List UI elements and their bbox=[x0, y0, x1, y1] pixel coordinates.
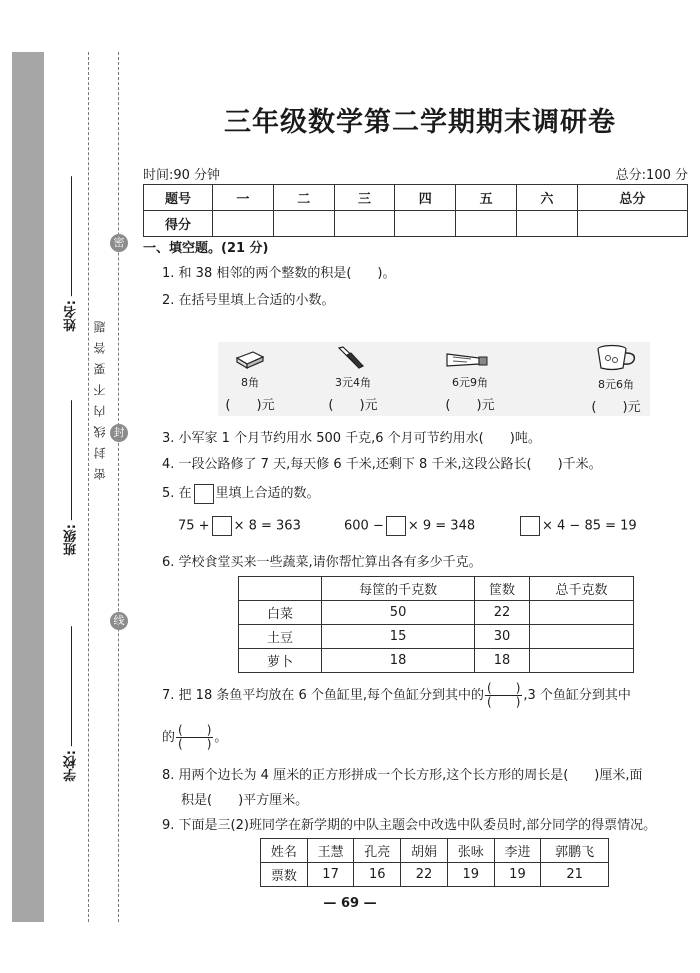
score-cell[interactable] bbox=[456, 211, 517, 237]
price-item bbox=[318, 346, 388, 413]
table-cell: 孔亮 bbox=[354, 839, 401, 863]
question-7-text: ,3 个鱼缸分到其中 bbox=[523, 688, 631, 703]
answer-cell[interactable] bbox=[529, 625, 633, 649]
table-cell: 15 bbox=[322, 625, 475, 649]
question-8-cont: 积是( )平方厘米。 bbox=[181, 793, 309, 808]
fraction-denominator: ( ) bbox=[487, 695, 521, 709]
score-cell[interactable] bbox=[334, 211, 395, 237]
score-header-cell: 六 bbox=[516, 185, 577, 211]
exam-time: 时间:90 分钟 bbox=[143, 168, 221, 183]
score-header-cell: 三 bbox=[334, 185, 395, 211]
answer-blank[interactable]: ( )元 bbox=[225, 398, 275, 413]
fraction-denominator: ( ) bbox=[178, 737, 212, 751]
question-5-prefix: 5. 在 bbox=[162, 486, 192, 501]
equation-part: × 8 = 363 bbox=[233, 518, 301, 534]
table-header-cell: 姓名 bbox=[261, 839, 308, 863]
table-cell: 19 bbox=[494, 863, 541, 887]
answer-cell[interactable] bbox=[529, 649, 633, 673]
question-7-text: 的 bbox=[162, 730, 176, 745]
price-label: 6元9角 bbox=[452, 376, 488, 389]
score-header-cell: 题号 bbox=[144, 185, 213, 211]
vegetable-table bbox=[238, 576, 634, 673]
table-cell: 17 bbox=[307, 863, 354, 887]
table-cell: 张咏 bbox=[447, 839, 494, 863]
equation-part: 75 + bbox=[178, 518, 210, 534]
class-field[interactable] bbox=[62, 400, 81, 555]
name-label: 姓名: bbox=[64, 300, 79, 332]
vote-table bbox=[260, 838, 609, 887]
page-number: — 69 — bbox=[323, 896, 377, 911]
score-cell[interactable] bbox=[213, 211, 274, 237]
exam-total: 总分:100 分 bbox=[615, 168, 688, 183]
score-cell[interactable] bbox=[273, 211, 334, 237]
fraction-numerator: ( ) bbox=[178, 723, 212, 737]
table-row bbox=[261, 839, 609, 863]
answer-blank[interactable]: ( )元 bbox=[591, 400, 641, 415]
score-header-cell: 四 bbox=[395, 185, 456, 211]
name-field[interactable] bbox=[62, 176, 81, 331]
eraser-icon bbox=[233, 348, 267, 370]
equation-3 bbox=[518, 516, 637, 536]
cup-icon bbox=[594, 344, 638, 372]
question-6: 6. 学校食堂买来一些蔬菜,请你帮忙算出各有多少千克。 bbox=[162, 555, 482, 570]
price-label: 8元6角 bbox=[598, 378, 634, 391]
seal-mark: 线 bbox=[110, 612, 128, 630]
question-7-text: 。 bbox=[214, 730, 228, 745]
equation-part: 600 − bbox=[344, 518, 384, 534]
table-cell: 郭鹏飞 bbox=[541, 839, 609, 863]
seal-mark: 密 bbox=[110, 234, 128, 252]
score-row bbox=[144, 211, 688, 237]
score-header-row bbox=[144, 185, 688, 211]
fraction-blank[interactable] bbox=[485, 682, 522, 709]
equation-part: × 4 − 85 = 19 bbox=[542, 518, 637, 534]
table-cell: 18 bbox=[475, 649, 530, 673]
question-7 bbox=[162, 682, 631, 709]
fraction-numerator: ( ) bbox=[487, 681, 521, 695]
table-header-cell: 每筐的千克数 bbox=[322, 577, 475, 601]
score-row-label: 得分 bbox=[144, 211, 213, 237]
table-row bbox=[239, 649, 634, 673]
score-cell[interactable] bbox=[395, 211, 456, 237]
page-title: 三年级数学第二学期期末调研卷 bbox=[224, 107, 616, 138]
table-cell: 王慧 bbox=[307, 839, 354, 863]
score-header-cell: 五 bbox=[456, 185, 517, 211]
answer-box[interactable] bbox=[386, 516, 406, 536]
answer-box[interactable] bbox=[212, 516, 232, 536]
question-5 bbox=[162, 482, 320, 504]
seal-warning-text: 密封线内不要答题 bbox=[93, 312, 107, 480]
seal-mark: 封 bbox=[110, 424, 128, 442]
table-cell: 22 bbox=[401, 863, 448, 887]
equation-part: × 9 = 348 bbox=[407, 518, 476, 534]
binding-gutter bbox=[12, 52, 44, 922]
table-cell: 16 bbox=[354, 863, 401, 887]
fraction-blank[interactable] bbox=[176, 724, 213, 751]
table-header-cell: 票数 bbox=[261, 863, 308, 887]
binding-dashed-line bbox=[88, 52, 89, 922]
table-cell: 萝卜 bbox=[239, 649, 322, 673]
table-cell: 胡娟 bbox=[401, 839, 448, 863]
equation-1 bbox=[178, 516, 301, 536]
question-8: 8. 用两个边长为 4 厘米的正方形拼成一个长方形,这个长方形的周长是( )厘米,面 bbox=[162, 768, 643, 783]
school-label: 学校: bbox=[64, 750, 79, 782]
table-cell: 李进 bbox=[494, 839, 541, 863]
table-cell: 22 bbox=[475, 601, 530, 625]
table-cell: 21 bbox=[541, 863, 609, 887]
binding-dashed-line bbox=[118, 52, 119, 922]
table-cell: 19 bbox=[447, 863, 494, 887]
section-title: 一、填空题。(21 分) bbox=[143, 241, 269, 256]
price-item bbox=[584, 344, 648, 415]
table-row bbox=[261, 863, 609, 887]
score-cell[interactable] bbox=[577, 211, 687, 237]
answer-blank[interactable]: ( )元 bbox=[328, 398, 378, 413]
toothpaste-icon bbox=[445, 348, 495, 370]
answer-box[interactable] bbox=[520, 516, 540, 536]
price-item bbox=[432, 348, 508, 413]
table-cell: 30 bbox=[475, 625, 530, 649]
table-cell: 土豆 bbox=[239, 625, 322, 649]
question-1: 1. 和 38 相邻的两个整数的积是( )。 bbox=[162, 266, 396, 281]
answer-cell[interactable] bbox=[529, 601, 633, 625]
table-cell: 18 bbox=[322, 649, 475, 673]
table-header-cell: 总千克数 bbox=[529, 577, 633, 601]
price-label: 8角 bbox=[241, 376, 259, 389]
class-label: 班级: bbox=[64, 524, 79, 556]
price-pictures bbox=[218, 342, 650, 416]
price-item bbox=[220, 348, 280, 413]
table-header-row bbox=[239, 577, 634, 601]
table-row bbox=[239, 601, 634, 625]
utility-knife-icon bbox=[333, 346, 373, 370]
question-3: 3. 小军家 1 个月节约用水 500 千克,6 个月可节约用水( )吨。 bbox=[162, 431, 541, 446]
score-header-cell: 二 bbox=[273, 185, 334, 211]
question-4: 4. 一段公路修了 7 天,每天修 6 千米,还剩下 8 千米,这段公路长( )千米。 bbox=[162, 457, 602, 472]
question-2: 2. 在括号里填上合适的小数。 bbox=[162, 293, 335, 308]
question-9: 9. 下面是三(2)班同学在新学期的中队主题会中改选中队委员时,部分同学的得票情况。 bbox=[162, 818, 657, 833]
score-header-cell: 一 bbox=[213, 185, 274, 211]
table-header-cell: 筐数 bbox=[475, 577, 530, 601]
question-5-suffix: 里填上合适的数。 bbox=[215, 486, 320, 501]
question-7-cont bbox=[162, 724, 227, 751]
question-7-text: 7. 把 18 条鱼平均放在 6 个鱼缸里,每个鱼缸分到其中的 bbox=[162, 688, 485, 703]
school-field[interactable] bbox=[62, 626, 81, 781]
equation-2 bbox=[344, 516, 475, 536]
table-cell: 50 bbox=[322, 601, 475, 625]
score-cell[interactable] bbox=[516, 211, 577, 237]
table-cell: 白菜 bbox=[239, 601, 322, 625]
table-row bbox=[239, 625, 634, 649]
answer-box-sample bbox=[194, 484, 214, 504]
score-table bbox=[143, 184, 688, 237]
score-header-cell: 总分 bbox=[577, 185, 687, 211]
table-header-cell bbox=[239, 577, 322, 601]
price-label: 3元4角 bbox=[335, 376, 371, 389]
answer-blank[interactable]: ( )元 bbox=[445, 398, 495, 413]
